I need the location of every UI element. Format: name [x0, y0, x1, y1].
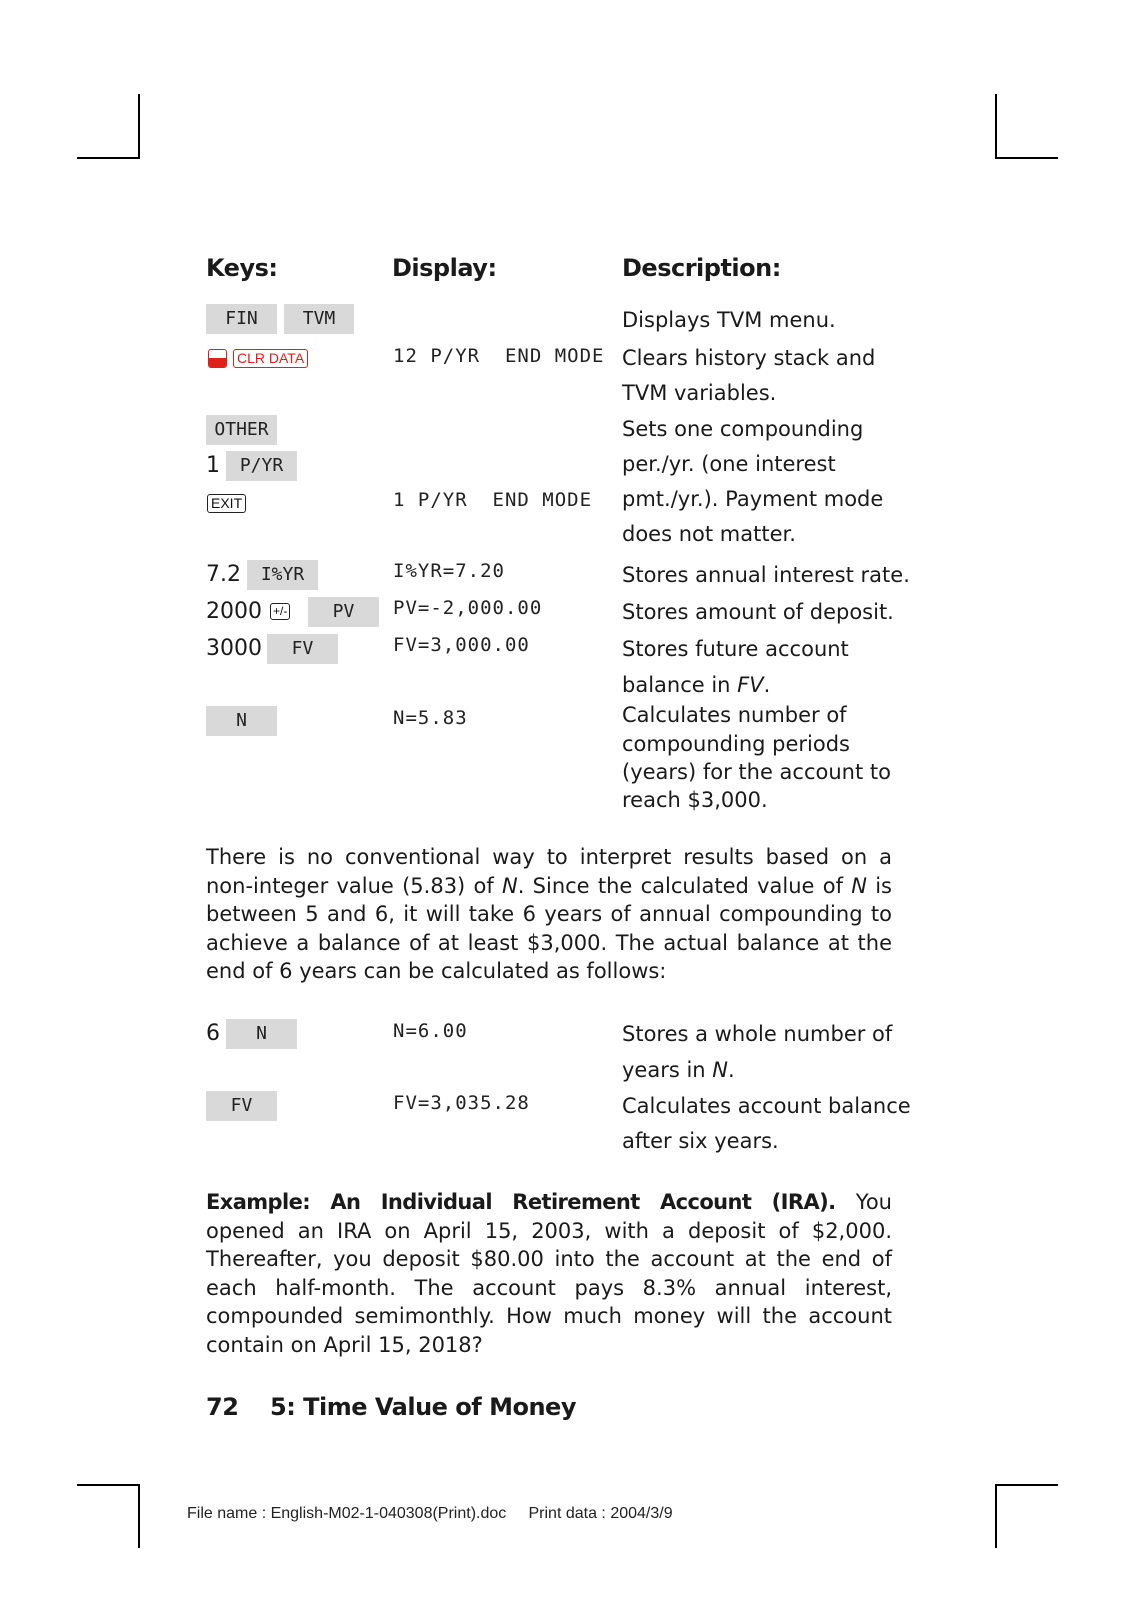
- file-footer: [187, 1505, 673, 1523]
- display-readout: N=5.83: [393, 707, 468, 729]
- display-readout: I%YR=7.20: [393, 560, 505, 582]
- display-readout: 1 P/YR END MODE: [393, 489, 593, 511]
- iyr-key[interactable]: I%YR: [247, 560, 318, 590]
- crop-mark: [995, 94, 997, 158]
- display-readout: FV=3,035.28: [393, 1092, 530, 1114]
- fv-key[interactable]: FV: [267, 634, 338, 664]
- other-key[interactable]: OTHER: [206, 415, 277, 445]
- desc-line: reach $3,000.: [622, 788, 768, 812]
- exit-key[interactable]: EXIT: [207, 494, 246, 513]
- desc-line: Stores annual interest rate.: [622, 563, 910, 587]
- desc-line: Stores a whole number of: [622, 1022, 893, 1046]
- entry-number: 2000: [206, 599, 262, 624]
- desc-line: Calculates account balance: [622, 1094, 911, 1118]
- crop-mark: [77, 157, 140, 159]
- desc-line: per./yr. (one interest: [622, 452, 836, 476]
- display-readout: N=6.00: [393, 1020, 468, 1042]
- crop-mark: [995, 1484, 997, 1548]
- display-readout: PV=-2,000.00: [393, 597, 543, 619]
- fv-key[interactable]: FV: [206, 1091, 277, 1121]
- clr-data-key[interactable]: CLR DATA: [233, 349, 308, 368]
- entry-number: 6: [206, 1021, 220, 1046]
- pyr-key[interactable]: P/YR: [226, 451, 297, 481]
- desc-tvm-menu: Displays TVM menu.: [622, 308, 836, 332]
- display-header: Display:: [392, 254, 497, 282]
- body-paragraph: There is no conventional way to interpret results based on a non-integer value (5.83) of N. Since the calculated value of N is between 5 and 6, it will take 6 years of annual compounding to achieve a balance of at least $3,000. The actual balance at the end of 6 years can be calculated as follows:: [206, 845, 892, 983]
- crop-mark: [995, 1484, 1058, 1486]
- print-date: Print data : 2004/3/9: [528, 1505, 673, 1522]
- example-paragraph: Example: An Individual Retirement Account (IRA). You opened an IRA on April 15, 2003, with a deposit of $2,000. Thereafter, you deposit $80.00 into the account at the end of each half-month. The account pays 8.3% annual interest, compounded semimonthly. How much money will the account contain on April 15, 2018?: [206, 1190, 892, 1357]
- desc-line: Sets one compounding: [622, 417, 864, 441]
- entry-number: 7.2: [206, 562, 241, 587]
- desc-line: balance in FV.: [622, 673, 771, 697]
- shift-key-icon[interactable]: [208, 349, 227, 368]
- fin-key[interactable]: FIN: [206, 304, 277, 334]
- keys-header: Keys:: [206, 254, 278, 282]
- n-key[interactable]: N: [206, 706, 277, 736]
- desc-line: Calculates number of: [622, 703, 847, 727]
- chapter-title: 5: Time Value of Money: [270, 1393, 576, 1421]
- desc-line: Stores amount of deposit.: [622, 600, 894, 624]
- example-title: Example: An Individual Retirement Account (IRA).: [206, 1190, 836, 1214]
- display-readout: 12 P/YR END MODE: [393, 345, 605, 367]
- n-key[interactable]: N: [226, 1019, 297, 1049]
- file-name: File name : English-M02-1-040308(Print).doc: [187, 1505, 507, 1522]
- desc-line: TVM variables.: [622, 381, 777, 405]
- pv-key[interactable]: PV: [308, 597, 379, 627]
- description-header: Description:: [622, 254, 781, 282]
- entry-number: 3000: [206, 636, 262, 661]
- desc-line: Clears history stack and: [622, 346, 876, 370]
- entry-number: 1: [206, 453, 220, 478]
- sign-change-key[interactable]: +/-: [270, 603, 290, 620]
- tvm-key[interactable]: TVM: [284, 304, 354, 334]
- desc-line: (years) for the account to: [622, 760, 891, 784]
- crop-mark: [995, 157, 1058, 159]
- desc-line: does not matter.: [622, 522, 796, 546]
- desc-line: after six years.: [622, 1129, 779, 1153]
- page-number: 72: [206, 1393, 239, 1421]
- crop-mark: [77, 1484, 140, 1486]
- display-readout: FV=3,000.00: [393, 634, 530, 656]
- desc-line: years in N.: [622, 1058, 735, 1082]
- desc-line: pmt./yr.). Payment mode: [622, 487, 884, 511]
- crop-mark: [138, 1484, 140, 1548]
- desc-line: Stores future account: [622, 637, 849, 661]
- crop-mark: [138, 94, 140, 158]
- desc-line: compounding periods: [622, 732, 850, 756]
